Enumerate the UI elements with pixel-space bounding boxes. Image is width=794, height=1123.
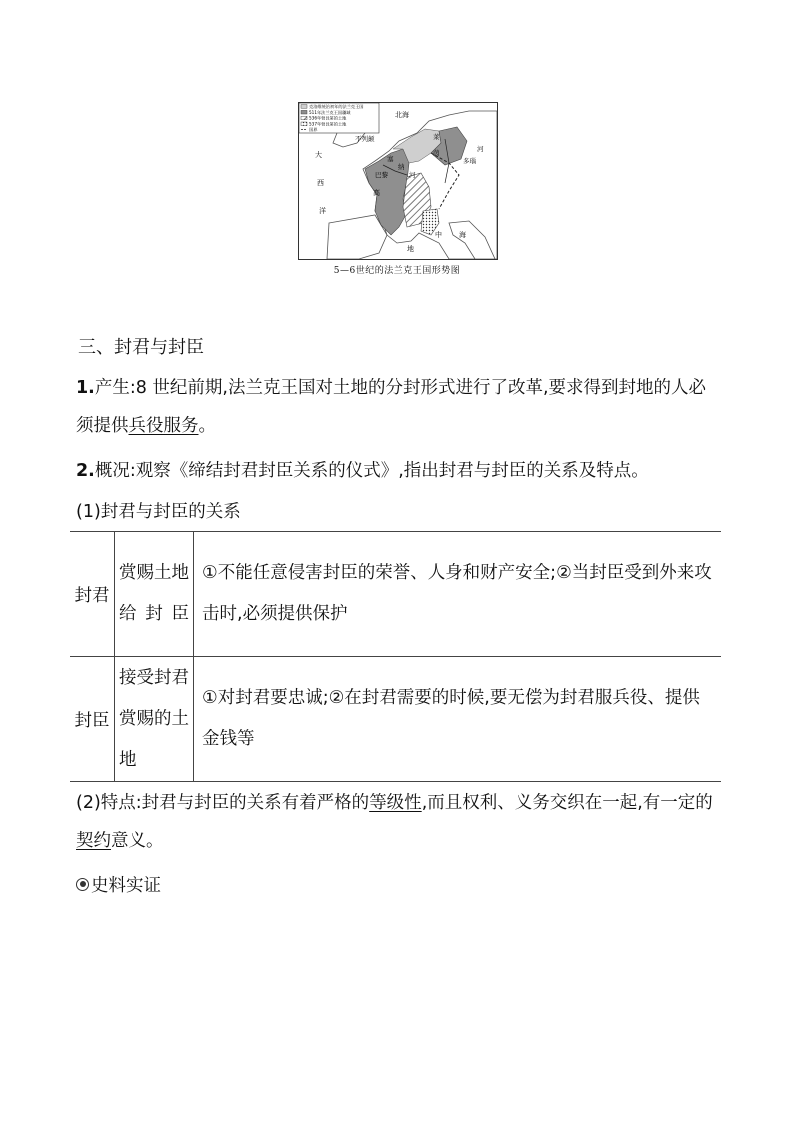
legend-swatch-536 [301, 116, 307, 120]
sub2-text-b: ,而且权利、义务交织在一起,有一定的 [421, 793, 713, 813]
label-gaul: 高 [373, 189, 380, 197]
radio-bullet-icon [76, 878, 89, 891]
table-row [70, 532, 721, 657]
legend-swatch-511 [301, 110, 307, 114]
cell-action: 赏赐土地给封臣 [115, 532, 194, 657]
label-seine-1: 纳 [398, 163, 405, 171]
legend-text-3: 537年勃艮第的土地 [309, 121, 347, 127]
p1-end: 。 [198, 416, 216, 436]
label-med-2: 海 [459, 231, 466, 239]
label-paris: 巴黎 [375, 171, 388, 179]
source-label-text: 史料实证 [91, 876, 161, 896]
cell-duty: ①不能任意侵害封臣的荣誉、人身和财产安全;②当封臣受到外来攻击时,必须提供保护 [194, 532, 722, 657]
p1-text: 产生:8 世纪前期,法兰克王国对土地的分封形式进行了改革,要求得到封地的人必须提供 [76, 378, 707, 436]
p1-underlined: 兵役服务 [128, 416, 199, 436]
source-evidence-label [76, 867, 722, 905]
p2-number: 2. [76, 461, 95, 481]
sub2-text-c: 意义。 [111, 831, 164, 851]
p1-number: 1. [76, 378, 95, 398]
subheading-relationship: (1)封君与封臣的关系 [76, 502, 241, 522]
legend-text-4: 国界 [309, 127, 318, 133]
frankish-kingdom-map [298, 102, 498, 260]
iberia-landmass [327, 215, 387, 259]
label-rhine-0: 莱 [433, 133, 440, 141]
paragraph-origin [76, 369, 722, 445]
label-med-1: 中 [435, 231, 442, 239]
label-seine-2: 河 [409, 171, 416, 179]
p2-text: 概况:观察《缔结封君封臣关系的仪式》,指出封君与封臣的关系及特点。 [94, 461, 649, 481]
cell-duty: ①对封君要忠诚;②在封君需要的时候,要无偿为封君服兵役、提供金钱等 [194, 657, 722, 782]
table-row [70, 657, 721, 782]
legend-swatch-clovis [301, 105, 307, 109]
legend-text-2: 536年勃艮第的土地 [309, 115, 347, 121]
sub2-underlined-1: 等级性 [369, 793, 422, 813]
label-north-sea: 北海 [395, 111, 409, 119]
label-seine-0: 塞 [387, 155, 394, 163]
label-danube-1: 河 [477, 145, 484, 153]
paragraph-characteristics [76, 784, 722, 860]
sub2-underlined-2: 契约 [76, 831, 111, 851]
section-heading: 三、封君与封臣 [78, 337, 204, 358]
legend-text-1: 511年法兰克王国疆域 [309, 109, 351, 115]
relationship-table [70, 531, 721, 782]
legend-swatch-537 [301, 122, 307, 126]
label-atlantic-0: 大 [315, 151, 322, 159]
cell-role: 封臣 [70, 657, 115, 782]
label-britain: 不列颠 [355, 135, 375, 143]
label-med-0: 地 [407, 245, 414, 253]
map-graphic [299, 103, 497, 259]
paragraph-overview [76, 452, 722, 490]
label-atlantic-1: 西 [317, 179, 324, 187]
label-rhine-1: 茵 [433, 149, 440, 157]
label-danube-0: 多瑙 [463, 157, 476, 165]
cell-action: 接受封君赏赐的土地 [115, 657, 194, 782]
sub2-text-a: (2)特点:封君与封臣的关系有着严格的 [76, 793, 370, 813]
map-caption: 5—6世纪的法兰克王国形势图 [333, 266, 461, 276]
legend-text-0: 克洛维统治初年的法兰克王国 [309, 104, 364, 109]
cell-role: 封君 [70, 532, 115, 657]
label-atlantic-2: 洋 [319, 207, 326, 215]
